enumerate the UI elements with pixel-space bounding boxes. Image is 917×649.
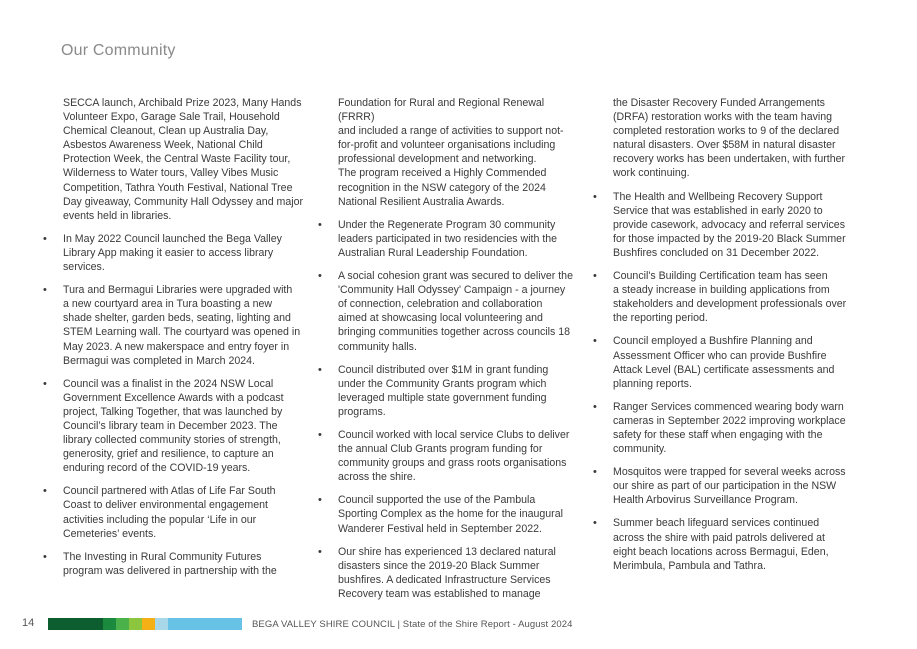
- footer-report-title: BEGA VALLEY SHIRE COUNCIL | State of the Shire Report - August 2024: [252, 619, 573, 630]
- list-item: • The Investing in Rural Community Futures program was delivered in partnership with the: [63, 550, 311, 578]
- list-item: • Our shire has experienced 13 declared natural disasters since the 2019-20 Black Summer bushfires. A dedicated Infrastructure Services Recovery team was established to manage: [338, 545, 582, 601]
- list-item: • Council employed a Bushfire Planning and Assessment Officer who can provide Bushfire Attack Level (BAL) certificate assessments and planning reports.: [613, 334, 857, 390]
- footer-color-bar-4: [129, 618, 142, 630]
- footer-color-bar-5: [142, 618, 155, 630]
- list-item: • Mosquitos were trapped for several weeks across our shire as part of our participation in the NSW Health Arbovirus Surveillance Program.: [613, 465, 857, 507]
- list-item: • Council was a finalist in the 2024 NSW Local Government Excellence Awards with a podcast project, Talking Together, that was launched by Council’s library team in December 2023. The library collected community stories of strength, generosity, grief and resilience, to capture an enduring record of the COVID-19 years.: [63, 377, 311, 476]
- list-item: • The Health and Wellbeing Recovery Support Service that was established in early 2020 to provide casework, advocacy and referral services for those impacted by the 2019-20 Black Summer Bushfires concluded on 31 December 2022.: [613, 190, 857, 260]
- footer-color-bar-3: [116, 618, 129, 630]
- list-item: • Council supported the use of the Pambula Sporting Complex as the home for the inaugural Wanderer Festival held in September 2022.: [338, 493, 582, 535]
- list-item: • Council partnered with Atlas of Life Far South Coast to deliver environmental engagement activities including the popular ‘Life in our Cemeteries’ events.: [63, 484, 311, 540]
- list-item: • Tura and Bermagui Libraries were upgraded with a new courtyard area in Tura boasting a new shade shelter, garden beds, seating, lighting and STEM Learning wall. The courtyard was opened in May 2023. A new makerspace and entry foyer in Bermagui was completed in March 2024.: [63, 283, 311, 368]
- column-2: [338, 96, 582, 610]
- column-3-intro: the Disaster Recovery Funded Arrangements (DRFA) restoration works with the team having completed restoration works to 9 of the declared natural disasters. Over $58M in natural disaster recovery works has been undertaken, with further work continuing.: [613, 97, 846, 180]
- list-item: • Ranger Services commenced wearing body warn cameras in September 2022 improving workplace safety for these staff when engaging with the community.: [613, 400, 857, 456]
- page-number: 14: [22, 617, 35, 629]
- list-item: • A social cohesion grant was secured to deliver the 'Community Hall Odyssey' Campaign - a journey of connection, celebration and collaboration aimed at showcasing local volunteering and bringing communities together across councils 18 community halls.: [338, 269, 582, 354]
- footer-color-bar-6: [155, 618, 168, 630]
- list-item: • Council distributed over $1M in grant funding under the Community Grants program which leveraged multiple state government funding programs.: [338, 363, 582, 419]
- footer: [0, 614, 917, 634]
- list-item: • Under the Regenerate Program 30 community leaders participated in two residencies with the Australian Rural Leadership Foundation.: [338, 218, 582, 260]
- page-title: Our Community: [61, 42, 176, 59]
- footer-color-bar-2: [103, 618, 116, 630]
- column-3: [613, 96, 857, 582]
- column-2-intro: Foundation for Rural and Regional Renewal (FRRR) and included a range of activities to support not- for-profit and volunteer organisations including professional development and networking. The program received a Highly Commended recognition in the NSW category of the 2024 National Resilient Australia Awards.: [338, 97, 564, 208]
- list-item: • Council worked with local service Clubs to deliver the annual Club Grants program funding for community groups and grass roots organisations across the shire.: [338, 428, 582, 484]
- footer-color-bar-7: [168, 618, 242, 630]
- footer-color-bar-1: [48, 618, 103, 630]
- list-item: • In May 2022 Council launched the Bega Valley Library App making it easier to access library services.: [63, 232, 311, 274]
- column-1: [63, 96, 311, 587]
- list-item: • Council's Building Certification team has seen a steady increase in building applications from stakeholders and development professionals over the reporting period.: [613, 269, 857, 325]
- list-item: • Summer beach lifeguard services continued across the shire with paid patrols delivered at eight beach locations across Bermagui, Eden, Merimbula, Pambula and Tathra.: [613, 516, 857, 572]
- column-1-intro: SECCA launch, Archibald Prize 2023, Many Hands Volunteer Expo, Garage Sale Trail, Household Chemical Cleanout, Clean up Australia Day, Asbestos Awareness Week, National Child Protection Week, the Central Waste Facility tour, Wilderness to Water tours, Valley Vibes Music Competition, Tathra Youth Festival, National Tree Day giveaway, Community Hall Odyssey and major events held in libraries.: [63, 97, 304, 222]
